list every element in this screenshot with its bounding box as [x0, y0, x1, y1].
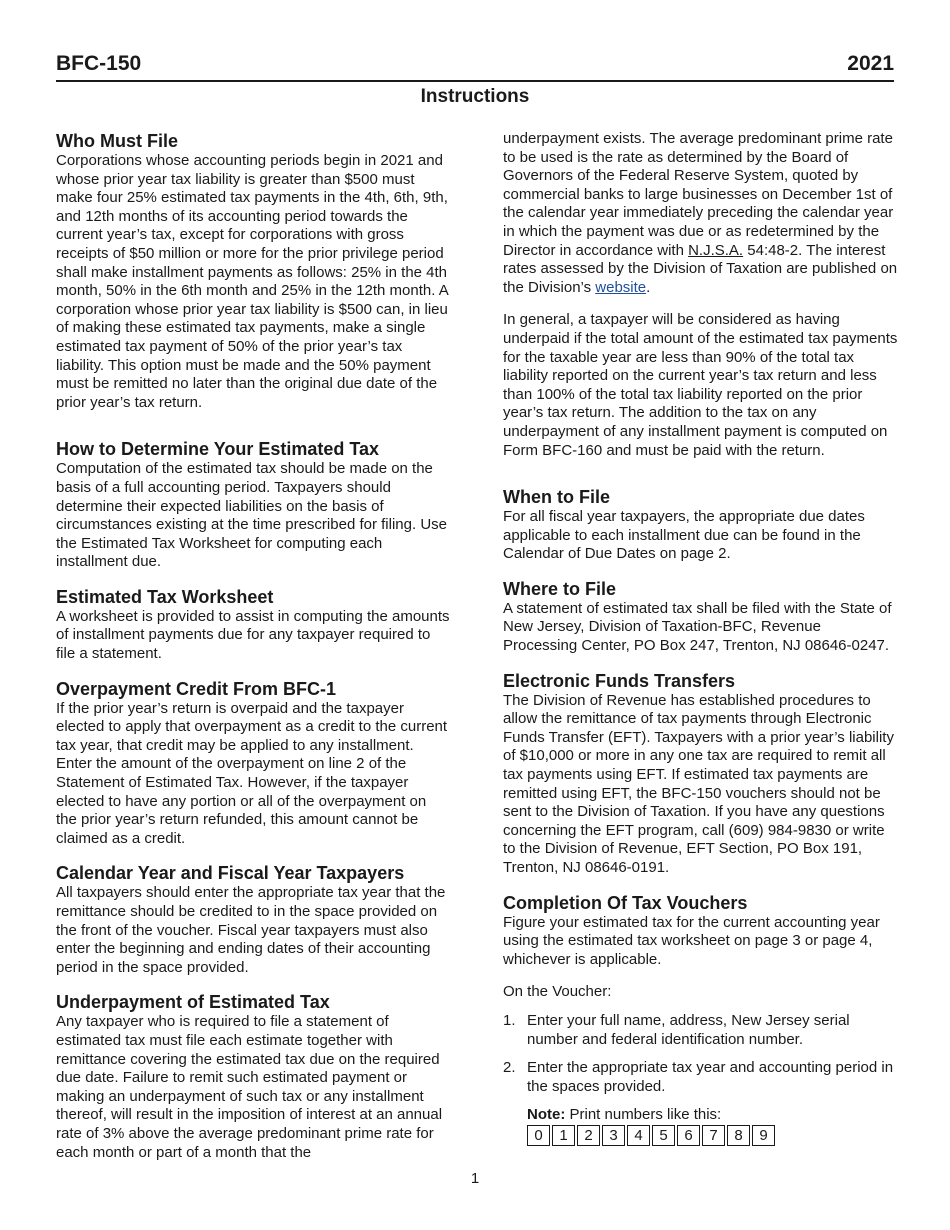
section-text: A worksheet is provided to assist in computing the amounts of installment payments due for any taxpayer required to file a statement. [56, 607, 450, 663]
digit-box: 0 [527, 1125, 550, 1146]
section-when-to-file [503, 486, 898, 564]
section-text: Any taxpayer who is required to file a statement of estimated tax must file each estimate together with remittance covering the estimated tax due on the required due date. Failure to remit such estimated payment or making an underpayment of such tax or any installment thereof, will result in the imposition of interest at an annual rate of 3% above the average predominant prime rate for each month or part of a month that the [56, 1013, 443, 1161]
form-year: 2021 [847, 52, 894, 75]
section-heading: Who Must File [56, 131, 178, 151]
section-underpayment-continued [503, 130, 898, 460]
section-underpayment [56, 991, 451, 1162]
page-header [56, 50, 894, 82]
section-heading: When to File [503, 487, 610, 508]
section-heading: How to Determine Your Estimated Tax [56, 439, 380, 460]
list-text: Enter your full name, address, New Jersey serial number and federal identification number. [527, 1011, 850, 1048]
list-number: 1. [503, 1011, 516, 1029]
section-overpayment-credit [56, 678, 451, 849]
list-number: 2. [503, 1059, 516, 1077]
section-calendar-fiscal-year [56, 862, 451, 977]
section-text: A statement of estimated tax shall be filed with the State of New Jersey, Division of Taxation-BFC, Revenue Processing Center, PO Box 247, Trenton, NJ 08646-0247. [503, 599, 892, 655]
note-label: Note: [527, 1106, 566, 1124]
text-segment: underpayment exists. The average predominant prime rate to be used is the rate as determined by the Board of Governors of the Federal Reserve System, quoted by commercial banks to large businesses on December 1st of the calendar year immediately preceding the calendar year in which the payment was due or as redetermined by the Director in accordance with [503, 130, 894, 259]
digit-note [527, 1106, 898, 1146]
digit-box: 6 [677, 1125, 700, 1146]
text-segment: . [646, 278, 651, 296]
voucher-label: On the Voucher: [503, 983, 612, 1001]
digit-box: 5 [652, 1125, 675, 1146]
digit-box: 1 [552, 1125, 575, 1146]
section-heading: Underpayment of Estimated Tax [56, 992, 330, 1013]
section-determine-estimated-tax [56, 438, 451, 572]
digit-box: 9 [752, 1125, 775, 1146]
section-heading: Electronic Funds Transfers [503, 670, 736, 691]
form-id: BFC-150 [56, 52, 142, 75]
page-title: Instructions [420, 86, 530, 107]
right-column [503, 130, 898, 1160]
section-heading: Overpayment Credit From BFC-1 [56, 678, 337, 699]
section-heading: Estimated Tax Worksheet [56, 586, 274, 607]
section-text [503, 130, 898, 297]
section-text: Corporations whose accounting periods begin in 2021 and whose prior year tax liability is greater than $500 must make four 25% estimated tax payments in the 4th, 6th, 9th, and 12th months of its accounting period towards the current year’s tax, except for corporations with gross receipts of $50 million or more for the prior privilege period shall make installment payments as follows: 25% in the 4th month, 50% in the 6th month and 25% in the 12th month. A corporation whose prior year tax liability is $500 can, in lieu of making these estimated tax payments, make a single estimated tax payment of 50% of the prior year’s tax liability. This option must be made and the 50% payment must be remitted no later than the original due date of the prior year’s tax return. [56, 152, 448, 411]
text-segment: 54:48-2. The interest rates assessed by the Division of Taxation are published on the Division’s [503, 241, 898, 296]
section-heading: Completion Of Tax Vouchers [503, 892, 748, 913]
digit-box: 8 [727, 1125, 750, 1146]
note-text: Print numbers like this: [565, 1106, 722, 1124]
section-text: For all fiscal year taxpayers, the appropriate due dates applicable to each installment due can be found in the Calendar of Due Dates on page 2. [503, 508, 865, 563]
division-website-link[interactable]: website [595, 278, 647, 296]
section-who-must-file [56, 130, 451, 412]
list-item [503, 1012, 898, 1049]
digit-samples [527, 1125, 898, 1146]
list-text: Enter the appropriate tax year and accounting period in the spaces provided. [527, 1059, 894, 1095]
voucher-steps [503, 1012, 898, 1096]
list-item [503, 1059, 898, 1096]
section-estimated-tax-worksheet [56, 586, 451, 664]
section-electronic-funds-transfers [503, 670, 898, 878]
statute-reference: N.J.S.A. [688, 241, 744, 259]
digit-box: 3 [602, 1125, 625, 1146]
section-text: All taxpayers should enter the appropriate tax year that the remittance should be credited to in the space provided on the front of the voucher. Fiscal year taxpayers must also enter the beginning and ending dates of their accounting period in the space provided. [56, 884, 446, 976]
section-text: In general, a taxpayer will be considered as having underpaid if the total amount of the estimated tax payments for the taxable year are less than 90% of the total tax liability reported on the current year’s tax return and less than 100% of the total tax liability reported on the prior year’s tax return. The addition to the tax on any underpayment of any installment payment is computed on Form BFC-160 and must be paid with the return. [503, 311, 898, 459]
page-number: 1 [470, 1170, 480, 1187]
digit-box: 2 [577, 1125, 600, 1146]
left-column [56, 130, 451, 1176]
digit-box: 4 [627, 1125, 650, 1146]
section-text: Computation of the estimated tax should be made on the basis of a full accounting period. Taxpayers should determine their expected liabilities on the basis of circumstances existing at the time prescribed for filing. Use the Estimated Tax Worksheet for computing each installment due. [56, 460, 447, 571]
section-text: Figure your estimated tax for the current accounting year using the estimated tax worksheet on page 3 or page 4, whichever is applicable. [503, 913, 880, 968]
digit-box: 7 [702, 1125, 725, 1146]
section-heading: Calendar Year and Fiscal Year Taxpayers [56, 863, 405, 884]
section-heading: Where to File [503, 578, 617, 599]
section-where-to-file [503, 578, 898, 656]
section-completion-of-tax-vouchers [503, 892, 898, 1147]
section-text: The Division of Revenue has established procedures to allow the remittance of tax payments through Electronic Funds Transfer (EFT). Taxpayers with a prior year’s liability of $10,000 or more in any one tax are required to remit all tax payments using EFT. If estimated tax payments are remitted using EFT, the BFC-150 vouchers should not be sent to the Division of Taxation. If you have any questions concerning the EFT program, call (609) 984-9830 or write to the Division of Revenue, EFT Section, PO Box 191, Trenton, NJ 08646-0191. [503, 691, 894, 876]
section-text: If the prior year’s return is overpaid and the taxpayer elected to apply that overpayment as a credit to the current tax year, that credit may be applied to any installment. Enter the amount of the overpayment on line 2 of the Statement of Estimated Tax. However, if the taxpayer elected to have any portion or all of the overpayment on the prior year’s return refunded, this amount cannot be claimed as a credit. [56, 699, 448, 847]
